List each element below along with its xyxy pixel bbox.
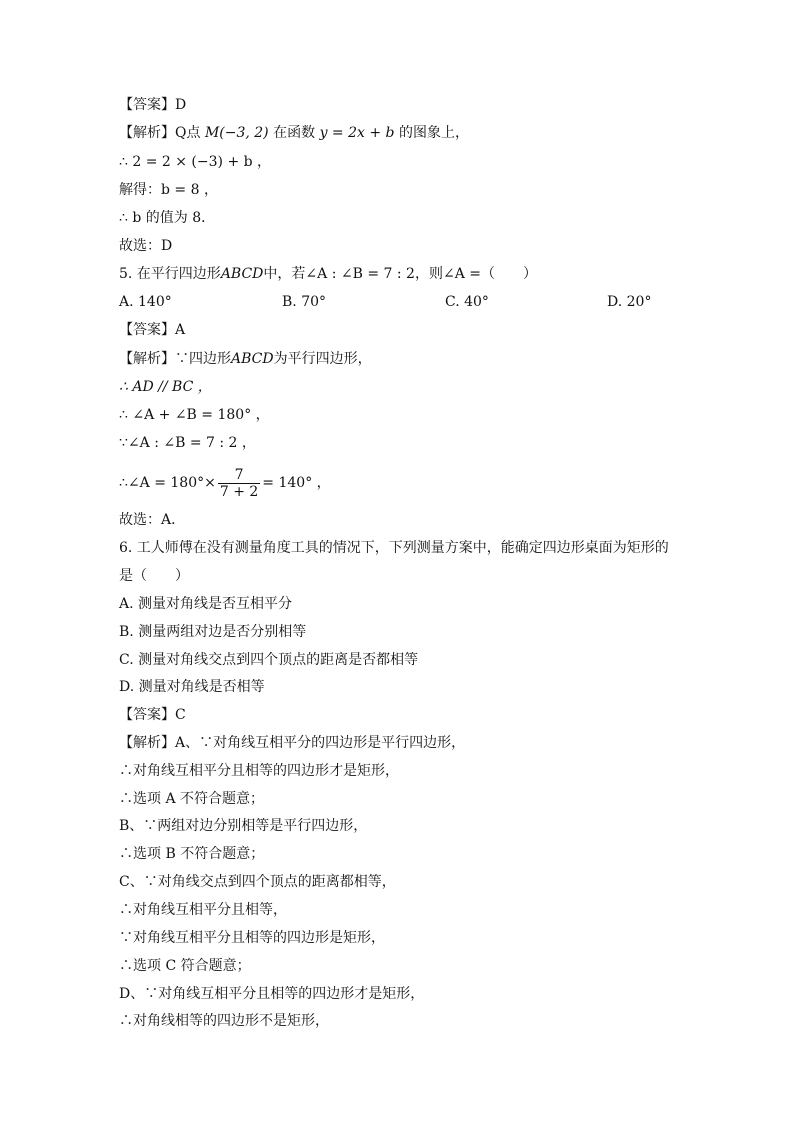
q5-stem-a: 5. 在平行四边形 [119,266,221,282]
q6-exp-line: 【解析】A、∵对角线互相平分的四边形是平行四边形， [119,735,466,751]
q5-exp-label: 【解析】∵四边形 [119,351,231,367]
q5-exp-line4: ∵∠A : ∠B = 7 : 2 ， [119,435,256,451]
q6-exp-line: ∴选项 C 符合题意； [119,958,251,974]
q5-stem-b: 中，若∠A : ∠B = 7 : 2，则∠A =（ ） [263,266,537,282]
q5-frac-num: 7 [234,466,244,483]
q6-option-c: C. 测量对角线交点到四个顶点的距离是否都相等 [119,652,419,668]
q6-exp-line: B、∵两组对边分别相等是平行四边形， [119,818,368,834]
q5-frac-den: 7 + 2 [219,483,259,500]
q6-exp-line: D、∵对角线互相平分且相等的四边形才是矩形， [119,986,425,1002]
explanation-prev-line5: 故选：D [119,238,173,254]
q6-exp-line: ∴对角线相等的四边形不是矩形， [119,1013,329,1029]
because-glyph: Q [175,125,187,141]
q6-answer: 【答案】C [119,707,186,723]
q6-exp-line: ∴对角线互相平分且相等， [119,902,287,918]
q6-exp-line: ∴选项 A 不符合题意； [119,791,265,807]
point-text: 点 [186,125,201,141]
graph-on-text: 的图象上， [398,125,469,141]
q6-exp-line: C、∵对角线交点到四个顶点的距离都相等， [119,874,396,890]
q5-option-a: A. 140° [119,294,172,310]
q5-exp-line3: ∴ ∠A + ∠B = 180° ， [119,407,270,423]
q6-exp-line: ∴选项 B 不符合题意； [119,846,265,862]
explanation-prev-line3: 解得：b = 8 ， [119,182,218,198]
q5-exp-rest: 为平行四边形， [273,351,372,367]
answer-prev: 【答案】D [119,97,187,113]
explanation-prev-line2: ∴ 2 = 2 × (−3) + b ， [119,154,272,170]
q6-option-d: D. 测量对角线是否相等 [119,679,265,695]
q5-exp-line5 [119,463,331,503]
q5-exp-pre: ∴∠A = 180°× [119,475,216,491]
q5-option-b: B. 70° [282,294,327,310]
explanation-label: 【解析】 [119,125,175,141]
explanation-prev-line4: ∴ b 的值为 8． [119,210,216,226]
point-expr: M(−3, 2) [204,125,269,141]
q5-stem [119,264,537,284]
q6-stem-line2: 是（ ） [119,568,189,584]
q5-exp-line1 [119,349,372,369]
q6-option-a: A. 测量对角线是否互相平分 [119,596,293,612]
in-func-text: 在函数 [273,125,316,141]
q6-exp-line: ∵对角线互相平分且相等的四边形是矩形， [119,930,385,946]
explanation-prev-line1 [119,123,469,143]
q5-abcd: ABCD [220,266,264,282]
q5-exp-abcd: ABCD [231,351,274,367]
q5-option-d: D. 20° [607,294,652,310]
q5-exp-line6: 故选：A． [119,512,186,528]
func-expr: y = 2x + b [319,125,395,141]
q5-exp-line2: ∴ AD // BC ， [119,379,212,395]
q6-exp-line: ∴对角线互相平分且相等的四边形才是矩形， [119,763,399,779]
q6-stem-line1: 6. 工人师傅在没有测量角度工具的情况下，下列测量方案中，能确定四边形桌面为矩形的 [119,540,669,556]
q5-exp-post: = 140° ， [262,475,331,491]
q5-answer: 【答案】A [119,322,186,338]
q5-fraction [218,467,260,500]
q5-option-c: C. 40° [445,294,489,310]
q6-option-b: B. 测量两组对边是否分别相等 [119,624,307,640]
